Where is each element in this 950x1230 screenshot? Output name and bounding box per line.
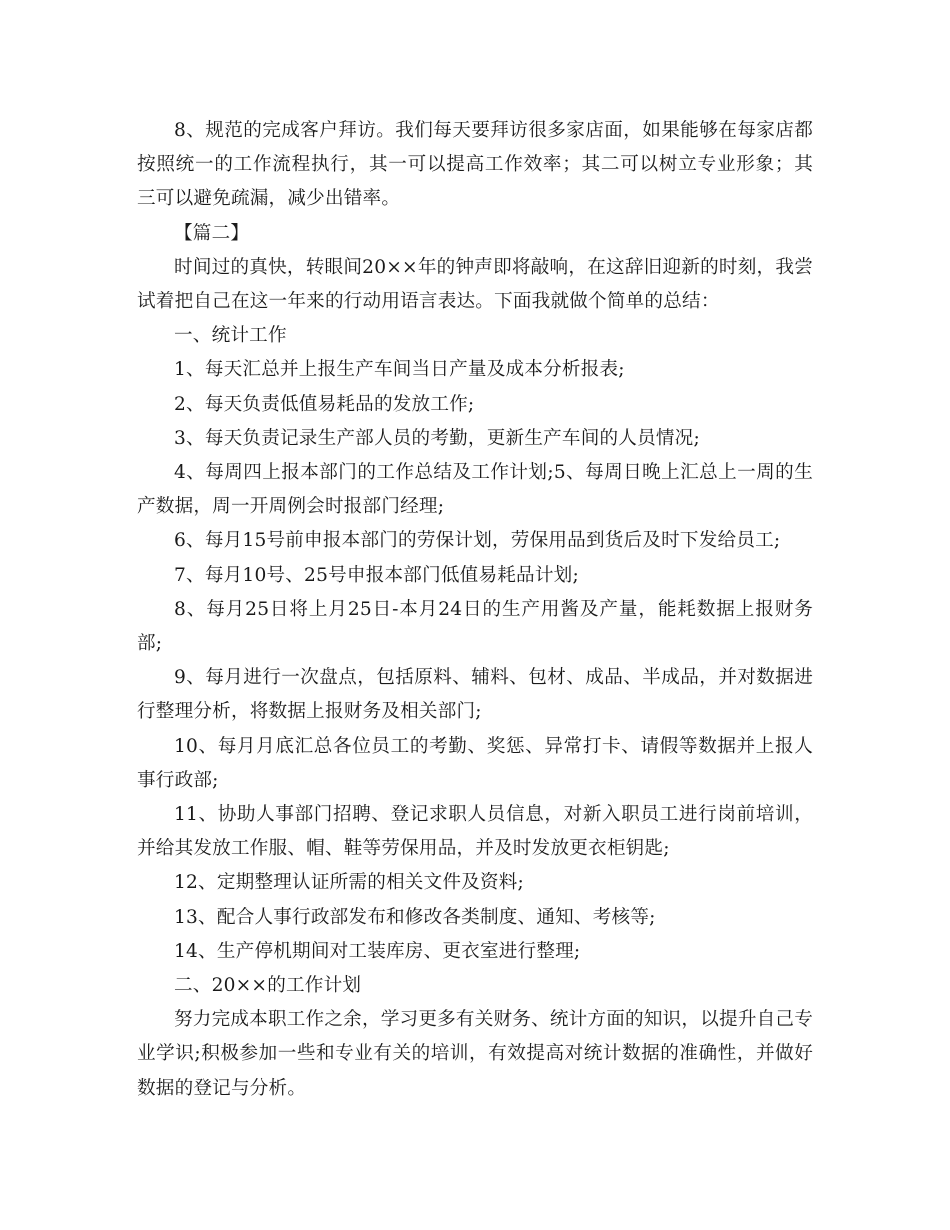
list-item: 8、每月25日将上月25日-本月24日的生产用酱及产量，能耗数据上报财务部; [137,598,813,655]
list-item: 1、每天汇总并上报生产车间当日产量及成本分析报表; [174,359,625,381]
list-item: 12、定期整理认证所需的相关文件及资料; [174,872,525,894]
section-heading: 【篇二】 [174,222,250,244]
paragraph: 努力完成本职工作之余，学习更多有关财务、统计方面的知识，以提升自己专业学识;积极参加一些和专业有关的培训，有效提高对统计数据的准确性，并做好数据的登记与分析。 [137,1009,813,1099]
list-item: 4、每周四上报本部门的工作总结及工作计划;5、每周日晚上汇总上一周的生产数据，周一开周例会时报部门经理; [137,462,813,518]
section-heading: 一、统计工作 [174,325,287,347]
section-heading: 二、20××的工作计划 [174,975,362,997]
document-page [137,114,813,1106]
list-item: 14、生产停机期间对工装库房、更衣室进行整理; [174,940,581,962]
list-item: 7、每月10号、25号申报本部门低值易耗品计划; [174,564,579,586]
list-item: 3、每天负责记录生产部人员的考勤，更新生产车间的人员情况; [174,427,700,449]
list-item: 13、配合人事行政部发布和修改各类制度、通知、考核等; [174,906,656,928]
list-item: 9、每月进行一次盘点，包括原料、辅料、包材、成品、半成品，并对数据进行整理分析，将数据上报财务及相关部门; [137,667,813,723]
list-item: 6、每月15号前申报本部门的劳保计划，劳保用品到货后及时下发给员工; [174,530,781,552]
paragraph: 时间过的真快，转眼间20××年的钟声即将敲响，在这辞旧迎新的时刻，我尝试着把自己在这一年来的行动用语言表达。下面我就做个简单的总结： [137,256,813,313]
list-item: 10、每月月底汇总各位员工的考勤、奖惩、异常打卡、请假等数据并上报人事行政部; [137,735,813,791]
paragraph: 8、规范的完成客户拜访。我们每天要拜访很多家店面，如果能够在每家店都按照统一的工作流程执行，其一可以提高工作效率；其二可以树立专业形象；其三可以避免疏漏，减少出错率。 [137,120,813,210]
list-item: 2、每天负责低值易耗品的发放工作; [174,393,475,415]
list-item: 11、协助人事部门招聘、登记求职人员信息，对新入职员工进行岗前培训，并给其发放工作服、帽、鞋等劳保用品，并及时发放更衣柜钥匙; [137,804,813,860]
